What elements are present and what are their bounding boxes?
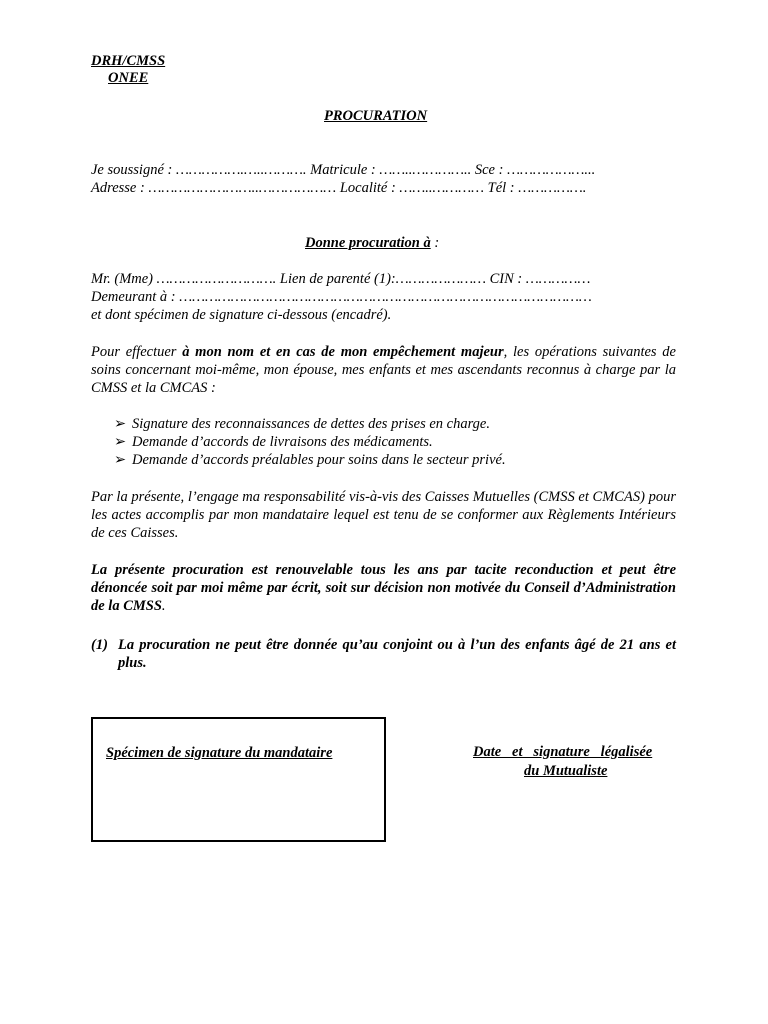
operation-text: Signature des reconnaissances de dettes des prises en charge.: [132, 416, 490, 432]
arrow-bullet-icon: ➢: [114, 452, 127, 468]
pour-intro: Pour effectuer: [91, 344, 183, 360]
pour-effectuer-paragraph: [91, 343, 676, 397]
mandataire-line-2: Demeurant à : ……………………………………………………………………………………: [91, 289, 592, 305]
mandataire-line-1: Mr. (Mme) ………………………. Lien de parenté (1):………………… CIN : ……………: [91, 271, 591, 287]
operation-text: Demande d’accords de livraisons des médicaments.: [132, 434, 433, 450]
identity-line-1: Je soussigné : …………….…..………. Matricule : ……..………….. Sce : ………………...: [91, 162, 596, 178]
signature-box-label: Spécimen de signature du mandataire: [106, 745, 333, 761]
list-item: [114, 451, 674, 469]
note-number: (1): [91, 637, 108, 653]
renouvelable-end: .: [161, 598, 166, 614]
document-title: PROCURATION: [324, 108, 428, 124]
donne-procuration-heading: [305, 234, 439, 252]
note-text: La procuration ne peut être donnée qu’au conjoint ou à l’un des enfants âgé de 21 ans et plus.: [118, 637, 676, 671]
org-line-1: DRH/CMSS: [91, 53, 166, 69]
operation-text: Demande d’accords préalables pour soins dans le secteur privé.: [132, 452, 506, 468]
signature-box[interactable]: [91, 717, 386, 842]
date-signature-line-2: du Mutualiste: [524, 763, 608, 779]
pour-rest: , les opérations suivantes de soins concernant moi-même, mon épouse, mes enfants et mes ascendants reconnus à charge par la CMSS et la CMCAS :: [91, 344, 676, 396]
date-signature-line-1: Date et signature légalisée: [473, 744, 653, 760]
list-item: [114, 415, 674, 433]
donne-procuration-colon: :: [430, 235, 440, 251]
engagement-paragraph: Par la présente, l’engage ma responsabilité vis-à-vis des Caisses Mutuelles (CMSS et CMCAS) pour les actes accomplis par mon mandataire lequel est tenu de se conformer aux Règlements Intérieurs de ces Caisses.: [91, 489, 676, 541]
org-line-2: ONEE: [108, 70, 149, 86]
arrow-bullet-icon: ➢: [114, 416, 127, 432]
operations-list: [114, 415, 674, 469]
identity-line-2: Adresse : ……………………..……………… Localité : ……..………… Tél : …………….: [91, 180, 587, 196]
renouvelable-text: La présente procuration est renouvelable tous les ans par tacite reconduction et peut être dénoncée soit par moi même par écrit, soit sur décision non motivée du Conseil d’Administration de la CMSS: [91, 562, 676, 614]
mandataire-line-3: et dont spécimen de signature ci-dessous (encadré).: [91, 307, 392, 323]
arrow-bullet-icon: ➢: [114, 434, 127, 450]
list-item: [114, 433, 674, 451]
renouvelable-paragraph: [91, 561, 676, 615]
pour-bold: à mon nom et en cas de mon empêchement majeur: [182, 344, 504, 360]
donne-procuration-label: Donne procuration à: [305, 235, 431, 251]
